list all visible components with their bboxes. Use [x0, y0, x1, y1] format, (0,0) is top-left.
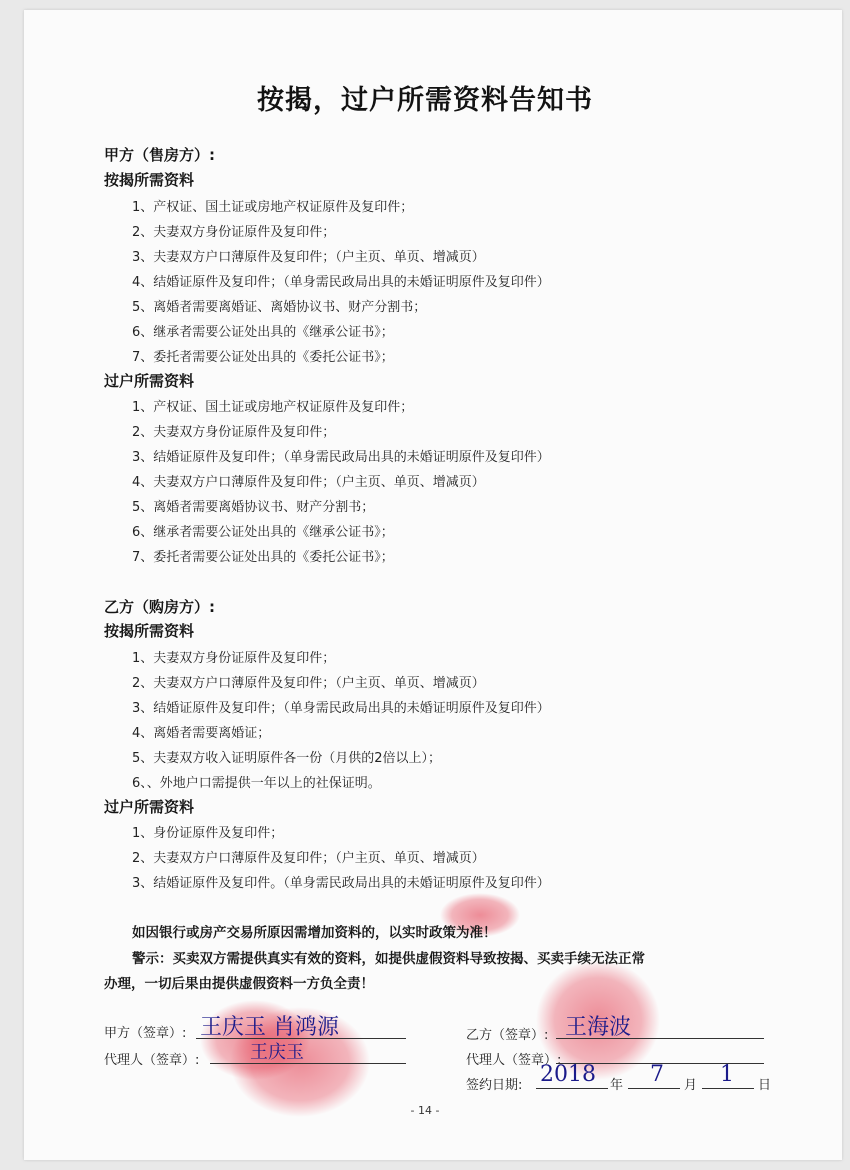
- list-item: 3、结婚证原件及复印件；（单身需民政局出具的未婚证明原件及复印件）: [132, 450, 550, 465]
- day-label: 日: [758, 1078, 772, 1093]
- party-a-sign-label: 甲方（签章）:: [104, 1026, 187, 1041]
- agent-a-sign-label: 代理人（签章）:: [104, 1053, 200, 1068]
- list-item: 2、夫妻双方身份证原件及复印件；: [132, 225, 336, 240]
- list-item: 1、产权证、国土证或房地产权证原件及复印件；: [132, 400, 414, 415]
- list-item: 2、夫妻双方户口薄原件及复印件；（户主页、单页、增减页）: [132, 851, 485, 866]
- sign-date-label: 签约日期:: [466, 1078, 523, 1093]
- seller-transfer-heading: 过户所需资料: [104, 372, 195, 390]
- seller-heading: 甲方（售房方）:: [104, 146, 215, 164]
- buyer-heading: 乙方（购房方）:: [104, 598, 215, 616]
- list-item: 3、夫妻双方户口薄原件及复印件；（户主页、单页、增减页）: [132, 250, 485, 265]
- policy-notice: 如因银行或房产交易所原因需增加资料的，以实时政策为准！: [132, 925, 497, 941]
- agent-a-signature: 王庆玉: [250, 1042, 304, 1063]
- page-number: - 14 -: [410, 1104, 440, 1117]
- agent-b-sign-label: 代理人（签章）:: [466, 1053, 562, 1068]
- buyer-mortgage-heading: 按揭所需资料: [104, 622, 195, 640]
- list-item: 7、委托者需要公证处出具的《委托公证书》；: [132, 550, 394, 565]
- list-item: 3、结婚证原件及复印件；（单身需民政局出具的未婚证明原件及复印件）: [132, 701, 550, 716]
- buyer-transfer-heading: 过户所需资料: [104, 798, 195, 816]
- list-item: 6、继承者需要公证处出具的《继承公证书》；: [132, 325, 394, 340]
- list-item: 4、离婚者需要离婚证；: [132, 726, 271, 741]
- list-item: 1、夫妻双方身份证原件及复印件；: [132, 651, 336, 666]
- party-b-sign-label: 乙方（签章）:: [466, 1028, 549, 1043]
- list-item: 5、离婚者需要离婚协议书、财产分割书；: [132, 500, 375, 515]
- date-year-line: [536, 1088, 608, 1089]
- document-title: 按揭，过户所需资料告知书: [257, 85, 593, 116]
- list-item: 6、继承者需要公证处出具的《继承公证书》；: [132, 525, 394, 540]
- date-month-value: 7: [650, 1062, 664, 1087]
- list-item: 2、夫妻双方身份证原件及复印件；: [132, 425, 336, 440]
- list-item: 1、身份证原件及复印件；: [132, 826, 284, 841]
- list-item: 5、夫妻双方收入证明原件各一份（月供的2倍以上）；: [132, 751, 442, 766]
- list-item: 2、夫妻双方户口薄原件及复印件；（户主页、单页、增减页）: [132, 676, 485, 691]
- list-item: 1、产权证、国土证或房地产权证原件及复印件；: [132, 200, 414, 215]
- warning-notice: 警示：买卖双方需提供真实有效的资料，如提供虚假资料导致按揭、买卖手续无法正常: [132, 951, 645, 967]
- agent-a-sign-line: [210, 1063, 406, 1064]
- date-day-line: [702, 1088, 754, 1089]
- year-label: 年: [610, 1078, 624, 1093]
- date-day-value: 1: [720, 1062, 734, 1087]
- list-item: 4、夫妻双方户口薄原件及复印件；（户主页、单页、增减页）: [132, 475, 485, 490]
- party-b-signature: 王海波: [565, 1015, 632, 1040]
- list-item: 5、离婚者需要离婚证、离婚协议书、财产分割书；: [132, 300, 427, 315]
- list-item: 4、结婚证原件及复印件；（单身需民政局出具的未婚证明原件及复印件）: [132, 275, 550, 290]
- date-year-value: 2018: [540, 1062, 596, 1087]
- list-item: 3、结婚证原件及复印件。（单身需民政局出具的未婚证明原件及复印件）: [132, 876, 550, 891]
- date-month-line: [628, 1088, 680, 1089]
- month-label: 月: [684, 1078, 698, 1093]
- list-item: 7、委托者需要公证处出具的《委托公证书》；: [132, 350, 394, 365]
- warning-notice-continued: 办理，一切后果由提供虚假资料一方负全责！: [104, 976, 374, 992]
- seller-mortgage-heading: 按揭所需资料: [104, 171, 195, 189]
- party-a-signature: 王庆玉 肖鸿源: [200, 1015, 339, 1040]
- list-item: 6、、外地户口需提供一年以上的社保证明。: [132, 776, 381, 791]
